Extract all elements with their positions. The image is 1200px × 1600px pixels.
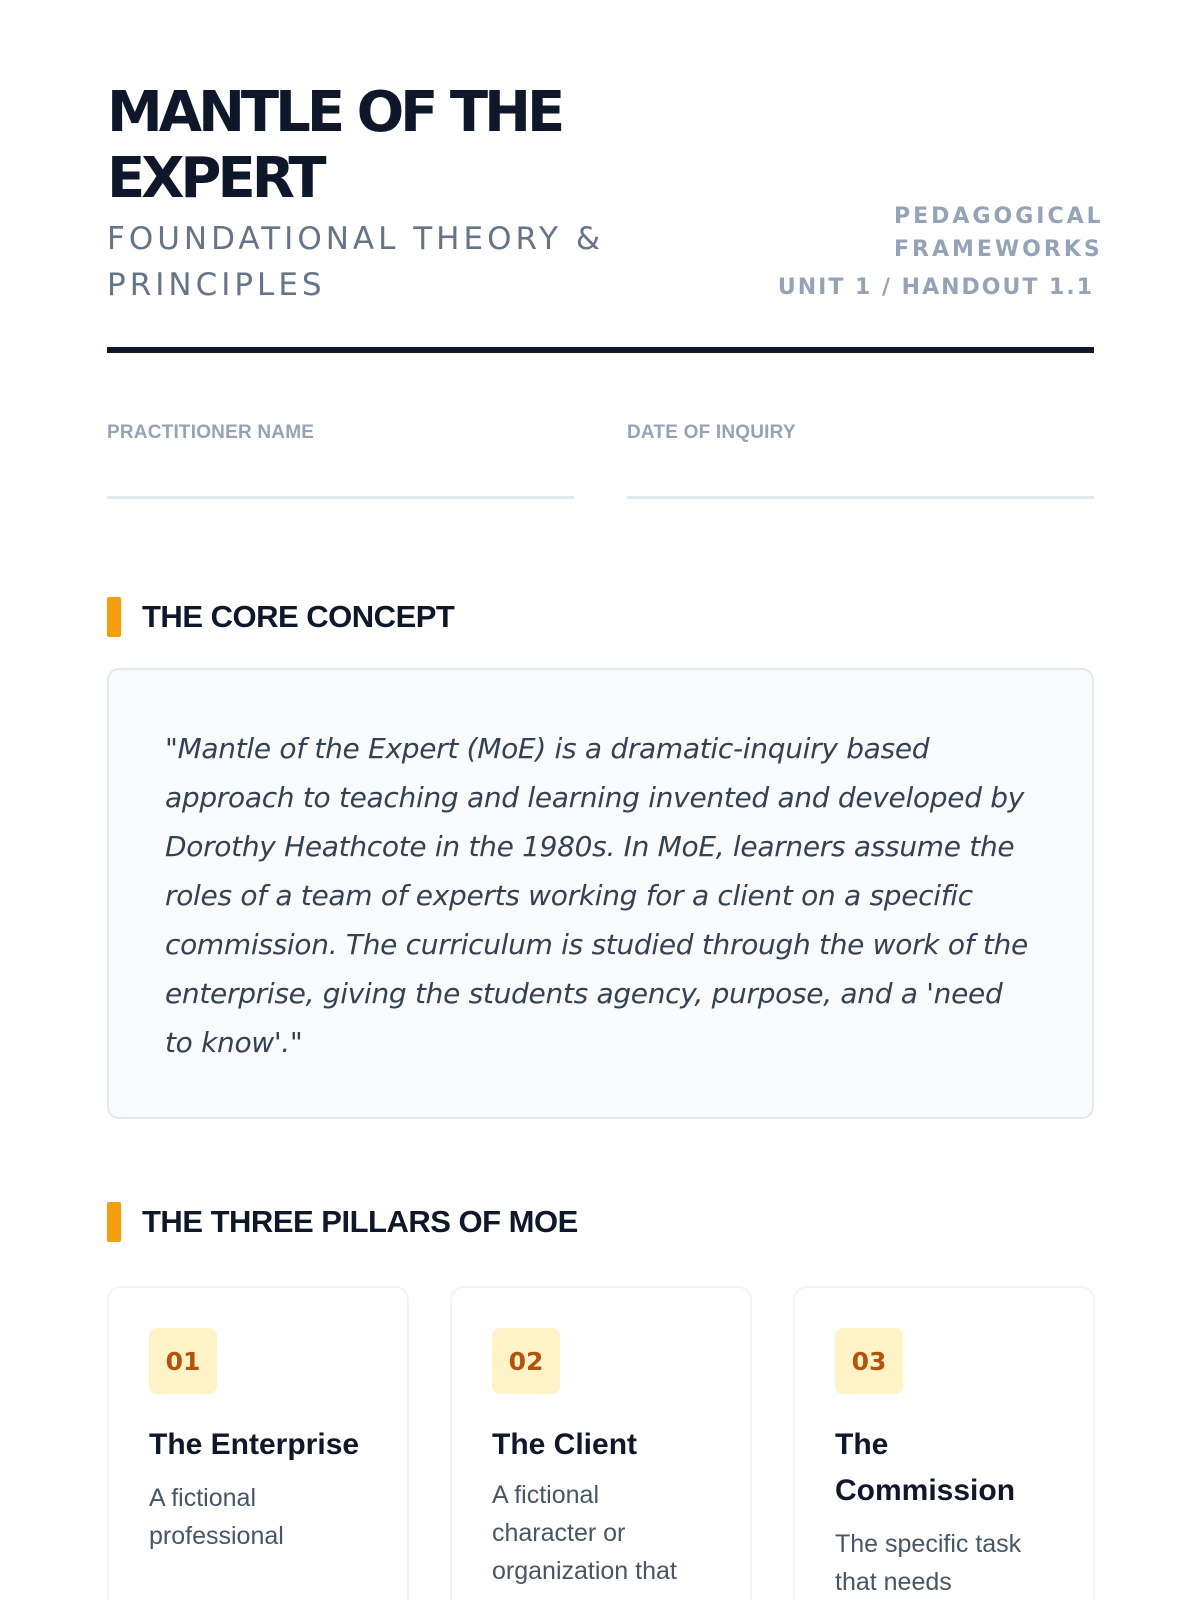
accent-bar — [107, 1202, 121, 1242]
document-header — [107, 80, 1104, 352]
core-concept-quote-box — [107, 668, 1094, 1119]
pillar-description: A fictional character or organization that — [492, 1481, 677, 1585]
pillar-title: The Enterprise — [149, 1428, 360, 1461]
date-of-inquiry-line[interactable] — [627, 496, 1094, 499]
document-category: PEDAGOGICAL FRAMEWORKS — [894, 204, 1104, 262]
pillar-card-enterprise — [107, 1286, 409, 1600]
core-concept-title: THE CORE CONCEPT — [142, 599, 455, 634]
document-title: MANTLE OF THE EXPERT — [107, 80, 562, 211]
info-fields — [107, 420, 1094, 516]
pillar-description: A fictional professional — [149, 1484, 284, 1550]
pillars-grid — [107, 1286, 1094, 1600]
core-concept-heading — [107, 597, 454, 637]
practitioner-name-label: PRACTITIONER NAME — [107, 422, 315, 443]
header-divider — [107, 347, 1094, 353]
pillar-number-badge: 02 — [492, 1328, 560, 1394]
pillars-heading — [107, 1202, 578, 1242]
pillar-title: The Commission — [835, 1428, 1016, 1507]
accent-bar — [107, 597, 121, 637]
pillar-title: The Client — [492, 1428, 638, 1461]
pillar-number-badge: 01 — [149, 1328, 217, 1394]
practitioner-name-field[interactable] — [107, 420, 574, 499]
pillar-description: The specific task that needs — [835, 1530, 1022, 1596]
document-unit: UNIT 1 / HANDOUT 1.1 — [777, 275, 1094, 300]
pillar-card-client — [450, 1286, 752, 1600]
document-meta — [754, 200, 1104, 303]
core-concept-quote: "Mantle of the Expert (MoE) is a dramatic-inquiry based approach to teaching and learning invented and developed by Dorothy Heathcote in the 1980s. In MoE, learners assume the roles of a team of experts working for a client on a specific commission. The curriculum is studied through the work of the enterprise, giving the students agency, purpose, and a 'need to know'." — [165, 732, 1028, 1059]
practitioner-name-line[interactable] — [107, 496, 574, 499]
date-of-inquiry-label: DATE OF INQUIRY — [627, 422, 796, 443]
pillar-number-badge: 03 — [835, 1328, 903, 1394]
document-subtitle: FOUNDATIONAL THEORY & PRINCIPLES — [107, 221, 604, 303]
pillars-title: THE THREE PILLARS OF MOE — [142, 1204, 578, 1239]
pillar-card-commission — [793, 1286, 1095, 1600]
date-of-inquiry-field[interactable] — [627, 420, 1094, 499]
